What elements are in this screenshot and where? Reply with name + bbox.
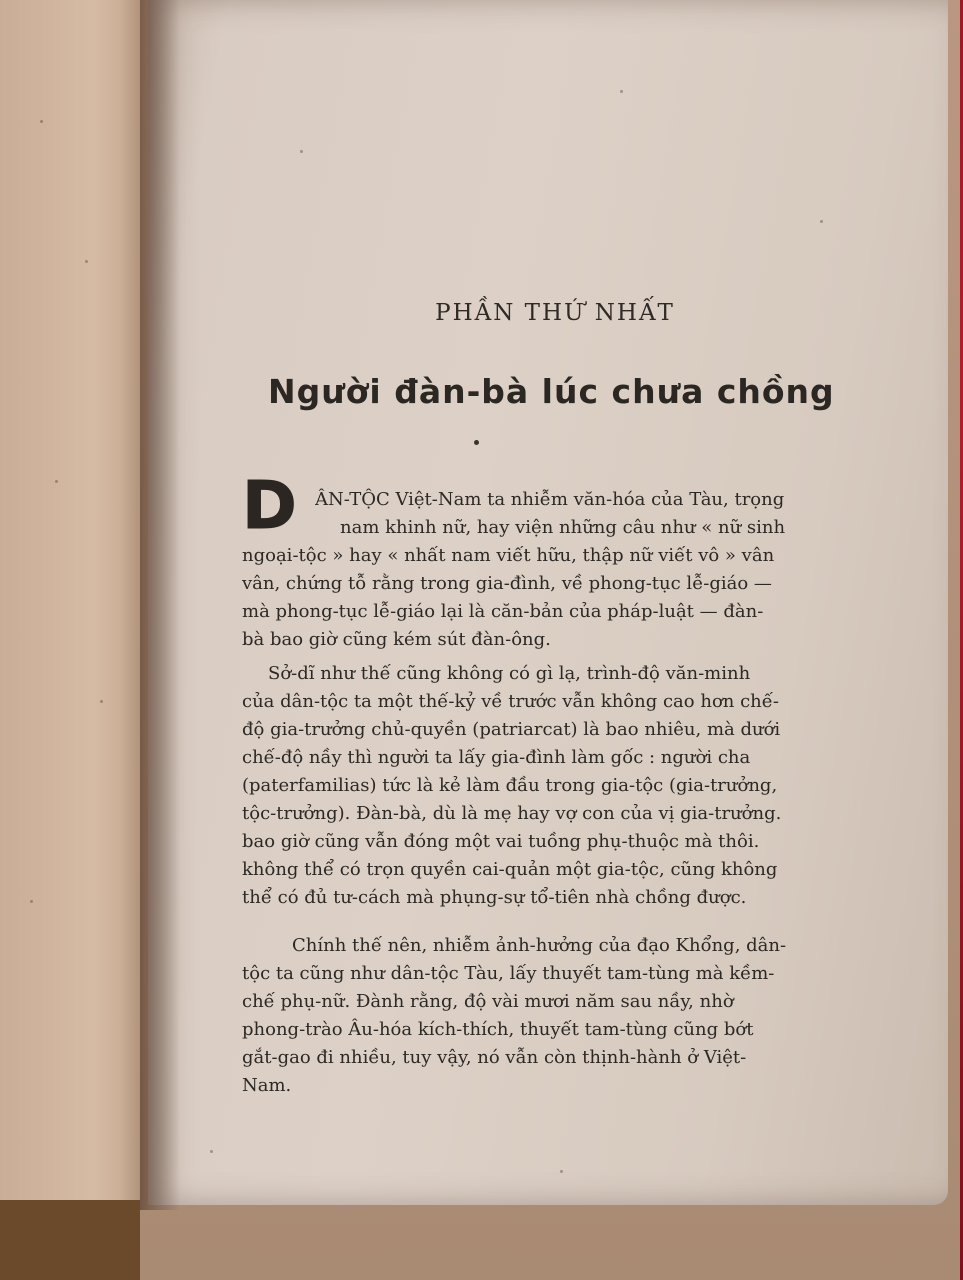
paragraph-1-line-2: nam khinh nữ, hay viện những câu như « nữ sinh bbox=[340, 517, 786, 538]
text-line: của dân-tộc ta một thế-kỷ về trước vẫn không cao hơn chế- bbox=[242, 691, 779, 712]
paragraph-1-rest bbox=[242, 542, 868, 654]
paper-speck bbox=[85, 260, 88, 263]
text-line: chế phụ-nữ. Đành rằng, độ vài mươi năm sau nầy, nhờ bbox=[242, 991, 734, 1012]
chapter-title: Người đàn-bà lúc chưa chồng bbox=[268, 372, 835, 411]
paper-speck bbox=[620, 90, 623, 93]
paper-speck bbox=[40, 120, 43, 123]
paragraph-3-rest bbox=[242, 960, 874, 1100]
gutter-shadow bbox=[140, 0, 180, 1210]
text-line: gắt-gao đi nhiều, tuy vậy, nó vẫn còn thịnh-hành ở Việt- bbox=[242, 1047, 747, 1068]
text-line: bao giờ cũng vẫn đóng một vai tuồng phụ-thuộc mà thôi. bbox=[242, 831, 760, 852]
paragraph-1-line-1: ÂN-TỘC Việt-Nam ta nhiễm văn-hóa của Tàu, trọng bbox=[315, 489, 785, 510]
paper-speck bbox=[300, 150, 303, 153]
text-line: mà phong-tục lễ-giáo lại là căn-bản của pháp-luật — đàn- bbox=[242, 601, 764, 622]
text-line: tộc-trưởng). Đàn-bà, dù là mẹ hay vợ con của vị gia-trưởng. bbox=[242, 803, 782, 824]
text-line: chế-độ nầy thì người ta lấy gia-đình làm gốc : người cha bbox=[242, 747, 751, 768]
text-line: ngoại-tộc » hay « nhất nam viết hữu, thập nữ viết vô » vân bbox=[242, 545, 775, 566]
part-heading: PHẦN THỨ NHẤT bbox=[435, 300, 675, 326]
text-line: tộc ta cũng như dân-tộc Tàu, lấy thuyết tam-tùng mà kềm- bbox=[242, 963, 775, 984]
text-line: vân, chứng tỗ rằng trong gia-đình, về phong-tục lễ-giáo — bbox=[242, 573, 772, 594]
paper-speck bbox=[55, 480, 58, 483]
text-line: phong-trào Âu-hóa kích-thích, thuyết tam-tùng cũng bớt bbox=[242, 1019, 754, 1040]
paragraph-2-rest bbox=[242, 688, 872, 912]
text-line: bà bao giờ cũng kém sút đàn-ông. bbox=[242, 629, 551, 650]
ornament-dot-icon bbox=[474, 440, 479, 445]
text-line: không thể có trọn quyền cai-quản một gia-tộc, cũng không bbox=[242, 859, 778, 880]
text-line: thể có đủ tư-cách mà phụng-sự tổ-tiên nhà chồng được. bbox=[242, 887, 747, 908]
paper-speck bbox=[30, 900, 33, 903]
text-line: độ gia-trưởng chủ-quyền (patriarcat) là bao nhiêu, mà dưới bbox=[242, 719, 781, 740]
paper-speck bbox=[100, 700, 103, 703]
drop-cap-letter: D bbox=[242, 467, 297, 544]
paper-speck bbox=[820, 220, 823, 223]
text-line: (paterfamilias) tức là kẻ làm đầu trong gia-tộc (gia-trưởng, bbox=[242, 775, 778, 796]
paragraph-2-first-line: Sở-dĩ như thế cũng không có gì lạ, trình-độ văn-minh bbox=[268, 663, 751, 684]
paper-speck bbox=[210, 1150, 213, 1153]
text-line: Nam. bbox=[242, 1075, 292, 1096]
paper-speck bbox=[560, 1170, 563, 1173]
paragraph-3-first-line: Chính thế nên, nhiễm ảnh-hưởng của đạo Khổng, dân- bbox=[292, 935, 787, 956]
